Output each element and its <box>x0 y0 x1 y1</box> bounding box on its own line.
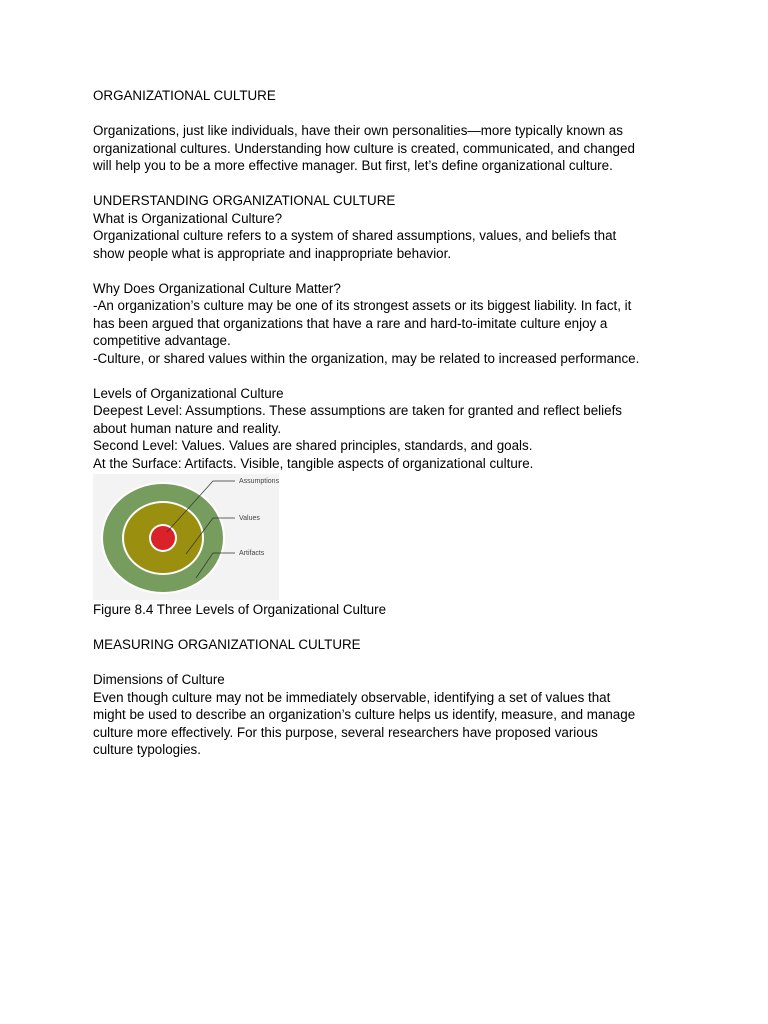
assumptions-core <box>151 526 175 550</box>
understanding-heading: UNDERSTANDING ORGANIZATIONAL CULTURE <box>93 193 396 208</box>
why-line: competitive advantage. <box>93 333 231 348</box>
levels-heading: Levels of Organizational Culture <box>93 385 284 401</box>
levels-line: At the Surface: Artifacts. Visible, tangible aspects of organizational culture. <box>93 455 534 471</box>
intro-line: organizational cultures. Understanding how culture is created, communicated, and changed <box>93 140 635 156</box>
dimensions-heading: Dimensions of Culture <box>93 672 225 687</box>
dimensions-line: might be used to describe an organization’s culture helps us identify, measure, and manage <box>93 707 636 722</box>
intro-line: will help you to be a more effective manager. But first, let’s define organizational culture. <box>93 158 613 173</box>
assumptions-label: Assumptions <box>239 478 279 485</box>
dimensions-line: culture typologies. <box>93 742 201 757</box>
spacer <box>93 654 693 672</box>
levels-line: Deepest Level: Assumptions. These assumptions are taken for granted and reflect beliefs <box>93 403 622 418</box>
understanding-question: What is Organizational Culture? <box>93 210 283 226</box>
dimensions-line: culture more effectively. For this purpose, several researchers have proposed various <box>93 724 598 740</box>
spacer <box>93 262 693 280</box>
why-line: has been argued that organizations that have a rare and hard-to-imitate culture enjoy a <box>93 315 608 331</box>
measuring-heading: MEASURING ORGANIZATIONAL CULTURE <box>93 637 361 652</box>
spacer <box>93 367 693 385</box>
culture-levels-figure <box>93 474 279 600</box>
figure-caption: Figure 8.4 Three Levels of Organizational Culture <box>93 602 387 617</box>
artifacts-label: Artifacts <box>239 550 265 557</box>
levels-paragraph <box>93 402 693 472</box>
intro-line: Organizations, just like individuals, have their own personalities—more typically known as <box>93 123 623 138</box>
levels-line: Second Level: Values. Values are shared principles, standards, and goals. <box>93 438 533 453</box>
why-paragraph <box>93 297 693 367</box>
why-line: -Culture, or shared values within the organization, may be related to increased performance. <box>93 350 640 366</box>
levels-line: about human nature and reality. <box>93 420 282 436</box>
spacer <box>93 175 693 193</box>
dimensions-line: Even though culture may not be immediately observable, identifying a set of values that <box>93 689 611 705</box>
document-page <box>93 87 693 759</box>
dimensions-paragraph <box>93 689 693 759</box>
spacer <box>93 105 693 123</box>
values-label: Values <box>239 515 260 522</box>
why-line: -An organization’s culture may be one of its strongest assets or its biggest liability. In fact, it <box>93 298 632 313</box>
document-title: ORGANIZATIONAL CULTURE <box>93 88 276 103</box>
spacer <box>93 619 693 637</box>
definition-line: show people what is appropriate and inappropriate behavior. <box>93 245 452 261</box>
culture-levels-diagram <box>93 474 279 600</box>
definition-line: Organizational culture refers to a system of shared assumptions, values, and beliefs that <box>93 228 617 243</box>
definition-paragraph <box>93 227 693 262</box>
why-heading: Why Does Organizational Culture Matter? <box>93 280 341 296</box>
intro-paragraph <box>93 122 693 175</box>
